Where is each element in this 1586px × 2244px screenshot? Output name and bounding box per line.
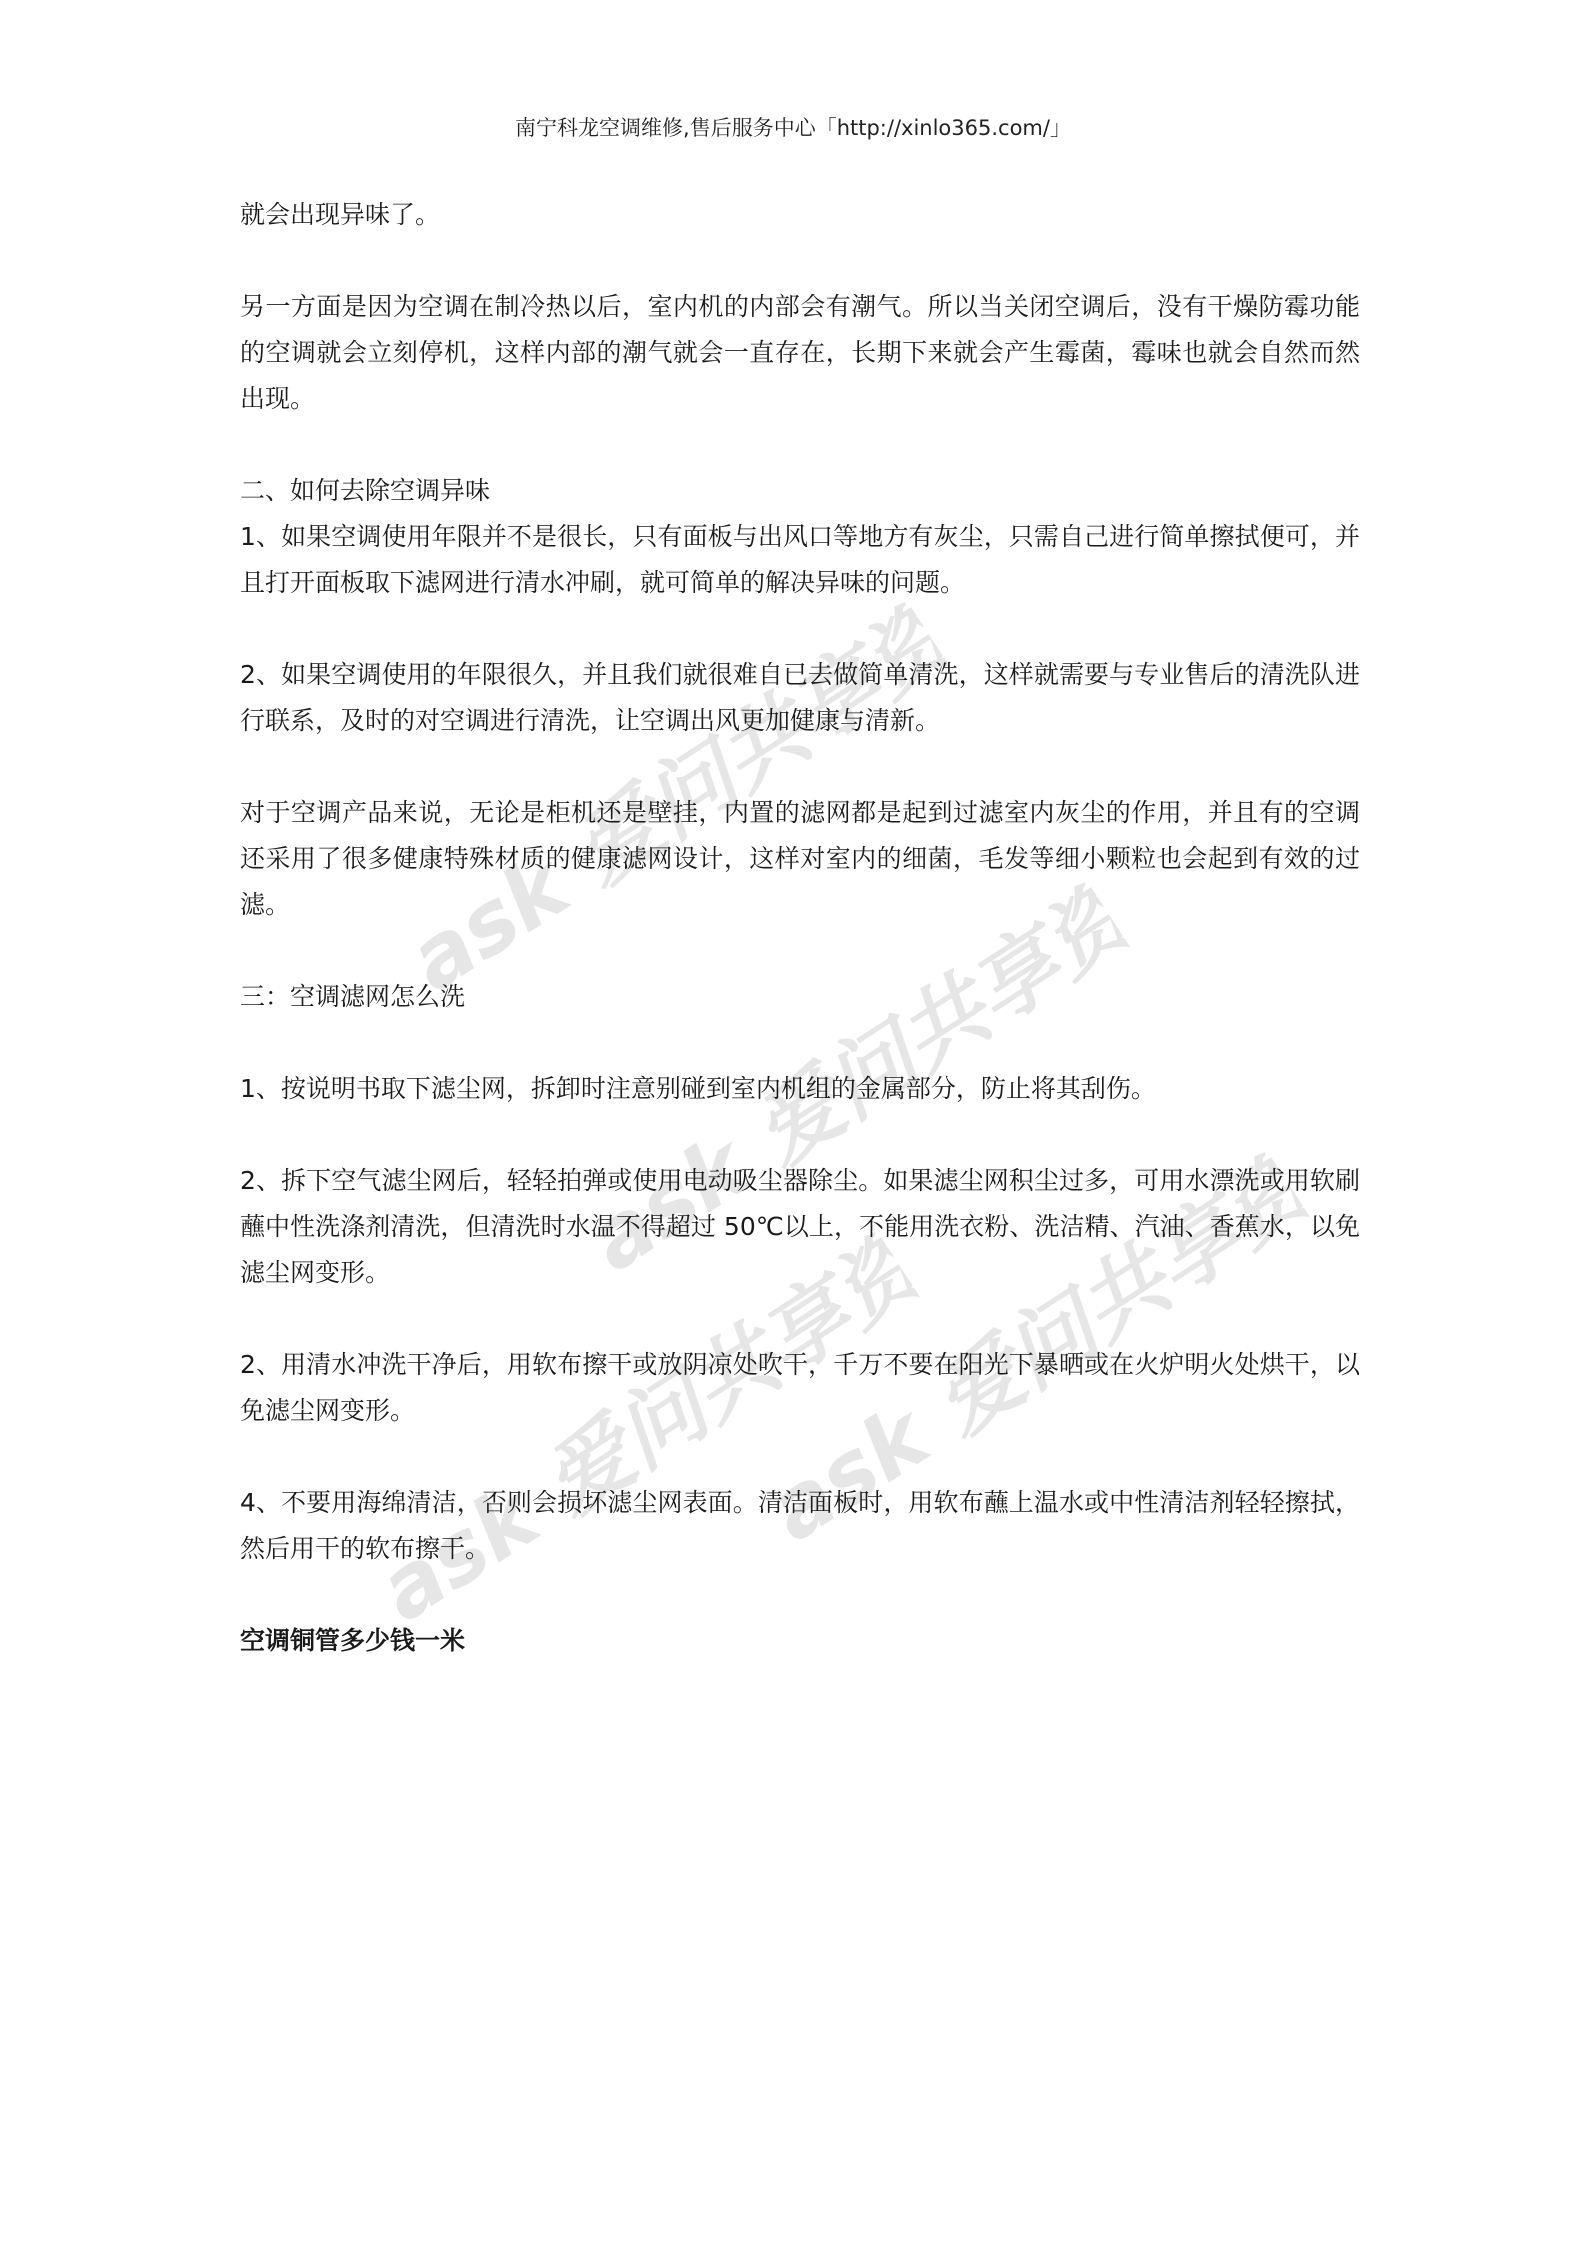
svg-text:ask 爱问共享资料: ask 爱问共享资料	[361, 1211, 936, 1642]
paragraph: 1、如果空调使用年限并不是很长，只有面板与出风口等地方有灰尘，只需自己进行简单擦拭便可，并且打开面板取下滤网进行清水冲刷，就可简单的解决异味的问题。	[240, 522, 1360, 597]
paragraph: 对于空调产品来说，无论是柜机还是壁挂，内置的滤网都是起到过滤室内灰尘的作用，并且有的空调还采用了很多健康特殊材质的健康滤网设计，这样对室内的细菌，毛发等细小颗粒也会起到有效的过滤。	[240, 798, 1360, 919]
page-header: 南宁科龙空调维修,售后服务中心「http://xinlo365.com/」	[515, 116, 1071, 140]
paragraph: 2、如果空调使用的年限很久，并且我们就很难自已去做简单清洗，这样就需要与专业售后的清洗队进行联系，及时的对空调进行清洗，让空调出风更加健康与清新。	[240, 660, 1360, 735]
paragraph: 4、不要用海绵清洁，否则会损坏滤尘网表面。清洁面板时，用软布蘸上温水或中性清洁剂轻轻擦拭，然后用干的软布擦干。	[240, 1488, 1360, 1563]
section-heading: 二、如何去除空调异味	[240, 476, 491, 505]
svg-text:ask 爱问共享资料: ask 爱问共享资料	[391, 581, 966, 1012]
paragraph: 1、按说明书取下滤尘网，拆卸时注意别碰到室内机组的金属部分，防止将其刮伤。	[240, 1074, 1156, 1103]
svg-text:ask 爱问共享资料: ask 爱问共享资料	[571, 861, 1146, 1292]
section-heading: 三：空调滤网怎么洗	[240, 982, 466, 1011]
paragraph: 就会出现异味了。	[240, 200, 441, 229]
paragraph: 2、拆下空气滤尘网后，轻轻拍弹或使用电动吸尘器除尘。如果滤尘网积尘过多，可用水漂洗或用软刷蘸中性洗涤剂清洗，但清洗时水温不得超过 50℃以上，不能用洗衣粉、洗洁精、汽油、香蕉水，以免滤尘网变形。	[240, 1166, 1360, 1287]
paragraph: 另一方面是因为空调在制冷热以后，室内机的内部会有潮气。所以当关闭空调后，没有干燥防霉功能的空调就会立刻停机，这样内部的潮气就会一直存在，长期下来就会产生霉菌，霉味也就会自然而然出现。	[240, 292, 1360, 413]
closing-heading: 空调铜管多少钱一米	[240, 1626, 466, 1655]
paragraph: 2、用清水冲洗干净后，用软布擦干或放阴凉处吹干，千万不要在阳光下暴晒或在火炉明火处烘干，以免滤尘网变形。	[240, 1350, 1360, 1425]
document-body	[240, 192, 1360, 1664]
svg-text:ask 爱问共享资料: ask 爱问共享资料	[751, 1131, 1326, 1562]
